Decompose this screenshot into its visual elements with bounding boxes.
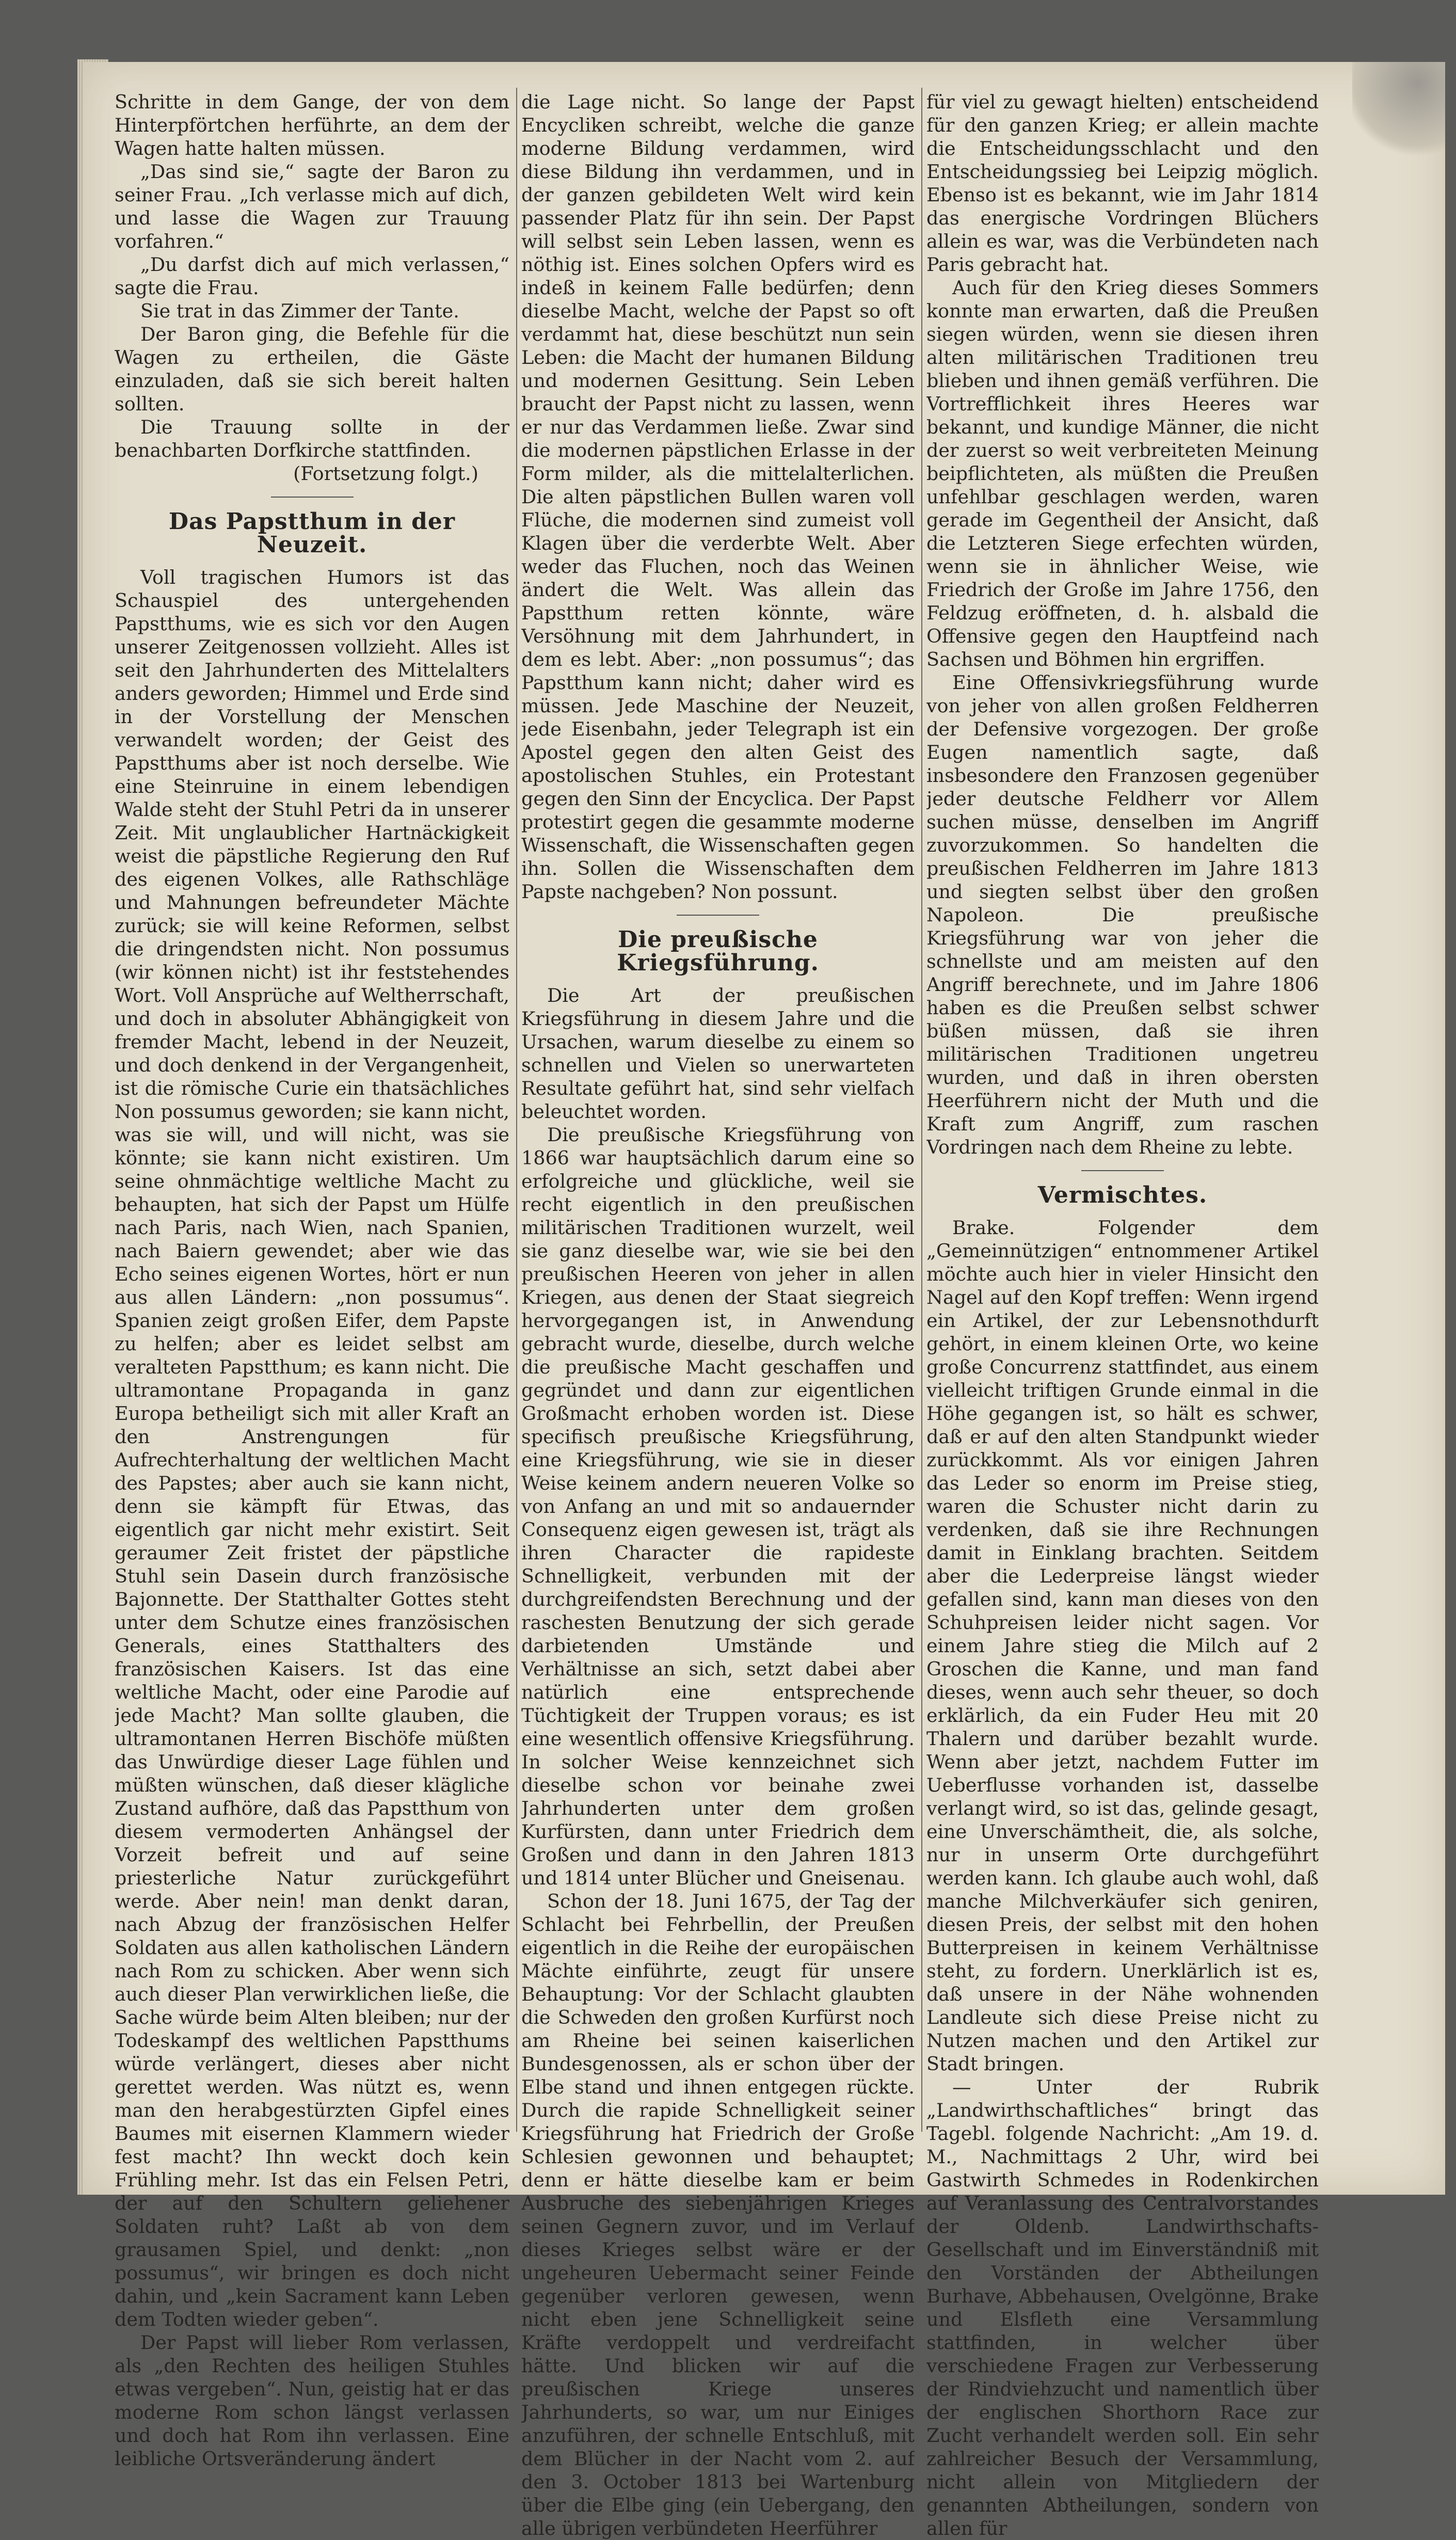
article-paragraph: Die Art der preußischen Kriegsführung in diesem Jahre und die Ursachen, warum dieselbe zu einem so schnellen und Vielen so unerwarteten Resultate geführt hat, sind sehr vielfach beleuchtet worden.: [521, 984, 915, 1123]
column-1: [115, 90, 509, 2470]
continuation-note: (Fortsetzung folgt.): [293, 462, 478, 485]
separator: [271, 497, 354, 498]
article-paragraph: Schon der 18. Juni 1675, der Tag der Schlacht bei Fehrbellin, der Preußen eigentlich in die Reihe der europäischen Mächte einführte, zeugt für unsere Behauptung: Vor der Schlacht glaubten die Schweden den großen Kurfürst noch am Rheine bei seinen kaiserlichen Bundesgenossen, als er schon über der Elbe stand und ihnen entgegen rückte. Durch die rapide Schnelligkeit seiner Kriegsführung hat Friedrich der Große Schlesien gewonnen und behauptet; denn er hätte dieselbe kam er beim Ausbruche des siebenjährigen Krieges seinen Gegnern zuvor, und im Verlauf dieses Krieges selbst wäre er der ungeheuren Uebermacht seiner Feinde gegenüber verloren gewesen, wenn nicht eben jene Schnelligkeit seine Kräfte verdoppelt und verdreifacht hätte. Und blicken wir auf die preußischen Kriege unseres Jahrhunderts, so war, um nur Einiges anzuführen, der schnelle Entschluß, mit dem Blücher in der Nacht vom 2. auf den 3. October 1813 bei Wartenburg über die Elbe ging (ein Uebergang, den alle übrigen verbündeten Heerführer: [521, 1890, 915, 2539]
page-stain: [1352, 62, 1445, 165]
article-paragraph: Auch für den Krieg dieses Sommers konnte man erwarten, daß die Preußen siegen würden, wenn sie diesen ihren alten militärischen Traditionen treu blieben und ihnen gemäß verführen. Die Vortrefflichkeit ihres Heeres war bekannt, und kundige Männer, die nicht der zuerst so weit verbreiteten Meinung beipflichteten, als müßten die Preußen unfehlbar geschlagen werden, waren gerade im Gegentheil der Ansicht, daß die Letzteren Siege erfechten würden, wenn sie in ähnlicher Weise, wie Friedrich der Große im Jahre 1756, den Feldzug eröffneten, d. h. alsbald die Offensive gegen den Hauptfeind nach Sachsen und Böhmen hin ergriffen.: [926, 277, 1319, 670]
column-rule-2: [921, 88, 922, 2132]
separator: [1081, 1170, 1164, 1171]
article-heading-papstthum: Das Papstthum in der Neuzeit.: [168, 508, 456, 558]
article-heading-kriegsfuehrung: Die preußische Kriegsführung.: [617, 926, 819, 976]
story-paragraph: Schritte in dem Gange, der von dem Hinterpförtchen herführte, an dem der Wagen hatte halten müssen.: [115, 91, 509, 159]
story-paragraph: „Das sind sie,“ sagte der Baron zu seiner Frau. „Ich verlasse mich auf dich, und lasse die Wagen zur Trauung vorfahren.“: [115, 161, 509, 252]
article-paragraph: Eine Offensivkriegsführung wurde von jeher von allen großen Feldherren der Defensive vorgezogen. Der große Eugen namentlich sagte, daß insbesondere den Franzosen gegenüber jeder deutsche Feldherr vor Allem suchen müsse, denselben im Angriff zuvorzukommen. So handelten die preußischen Feldherren im Jahre 1813 und siegten selbst über den großen Napoleon. Die preußische Kriegsführung war von jeher die schnellste und am meisten auf den Angriff berechnete, und im Jahre 1806 haben es die Preußen selbst schwer büßen müssen, daß sie ihren militärischen Traditionen ungetreu wurden, und daß in ihren obersten Heerführern nicht der Muth und die Kraft zum Angriff, zum raschen Vordringen nach dem Rheine zu lebte.: [926, 672, 1319, 1158]
column-rule-1: [516, 88, 517, 2132]
column-3: [926, 90, 1319, 2540]
article-paragraph: die Lage nicht. So lange der Papst Encycliken schreibt, welche die ganze moderne Bildung verdammen, wird diese Bildung ihn verdammen, und in der ganzen gebildeten Welt wird kein passender Platz für ihn sein. Der Papst will selbst sein Leben lassen, wenn es nöthig ist. Eines solchen Opfers wird es indeß in keinem Falle bedürfen; denn dieselbe Macht, welche der Papst so oft verdammt hat, diese beschützt nun sein Leben: die Macht der humanen Bildung und modernen Gesittung. Sein Leben braucht der Papst nicht zu lassen, wenn er nur das Verdammen ließe. Zwar sind die modernen päpstlichen Erlasse in der Form milder, als die mittelalterlichen. Die alten päpstlichen Bullen waren voll Flüche, die modernen sind zumeist voll Klagen über die verderbte Welt. Aber weder das Fluchen, noch das Weinen ändert die Welt. Was allein das Papstthum retten könnte, wäre Versöhnung mit dem Jahrhundert, in dem es lebt. Aber: „non possumus“; das Papstthum kann nicht; daher wird es müssen. Jede Maschine der Neuzeit, jede Eisenbahn, jeder Telegraph ist ein Apostel gegen den alten Geist des apostolischen Stuhles, ein Protestant gegen den Sinn der Encyclica. Der Papst protestirt gegen die gesammte moderne Wissenschaft, die Wissenschaften gegen ihn. Sollen die Wissenschaften dem Papste nachgeben? Non possunt.: [521, 91, 915, 903]
article-paragraph: Die preußische Kriegsführung von 1866 war hauptsächlich darum eine so erfolgreiche und glückliche, weil sie recht eigentlich in den preußischen militärischen Traditionen wurzelt, weil sie ganz dieselbe war, wie sie bei den preußischen Heeren von jeher in allen Kriegen, aus denen der Staat siegreich hervorgegangen ist, in Anwendung gebracht wurde, dieselbe, durch welche die preußische Macht geschaffen und gegründet und dann zur eigentlichen Großmacht erhoben worden ist. Diese specifisch preußische Kriegsführung, eine Kriegsführung, wie sie in dieser Weise keinem andern neueren Volke so von Anfang an und mit so andauernder Consequenz eigen gewesen ist, trägt als ihren Character die rapideste Schnelligkeit, verbunden mit der durchgreifendsten Berechnung und der raschesten Benutzung der sich gerade darbietenden Umstände und Verhältnisse an sich, setzt dabei aber natürlich eine entsprechende Tüchtigkeit der Truppen voraus; es ist eine wesentlich offensive Kriegsführung. In solcher Weise kennzeichnet sich dieselbe schon vor beinahe zwei Jahrhunderten unter dem großen Kurfürsten, dann unter Friedrich dem Großen und dann in den Jahren 1813 und 1814 unter Blücher und Gneisenau.: [521, 1124, 915, 1889]
story-paragraph: Die Trauung sollte in der benachbarten Dorfkirche stattfinden.: [115, 416, 509, 461]
article-paragraph: Der Papst will lieber Rom verlassen, als „den Rechten des heiligen Stuhles etwas vergeben“. Nun, geistig hat er das moderne Rom schon längst verlassen und doch hat Rom ihn verlassen. Eine leibliche Ortsveränderung ändert: [115, 2331, 509, 2470]
story-paragraph: Sie trat in das Zimmer der Tante.: [140, 300, 459, 322]
article-paragraph: für viel zu gewagt hielten) entscheidend für den ganzen Krieg; er allein machte die Entscheidungsschlacht und den Entscheidungssieg bei Leipzig möglich. Ebenso ist es bekannt, wie im Jahr 1814 das energische Vordringen Blüchers allein es war, was die Verbündeten nach Paris gebracht hat.: [926, 91, 1319, 276]
article-paragraph: — Unter der Rubrik „Landwirthschaftliches“ bringt das Tagebl. folgende Nachricht: „Am 19. d. M., Nachmittags 2 Uhr, wird bei Gastwirth Schmedes in Rodenkirchen auf Veranlassung des Centralvorstandes der Oldenb. Landwirthschafts-Gesellschaft und im Einverständniß mit den Vorständen der Abtheilungen Burhave, Abbehausen, Ovelgönne, Brake und Elsfleth eine Versammlung stattfinden, in welcher über verschiedene Fragen zur Verbesserung der Rindviehzucht und namentlich über der englischen Shorthorn Race zur Zucht verhandelt werden soll. Ein sehr zahlreicher Besuch der Versammlung, nicht allein von Mitgliedern der genannten Abtheilungen, sondern von allen für: [926, 2076, 1319, 2539]
article-paragraph: Brake. Folgender dem „Gemeinnützigen“ entnommener Artikel möchte auch hier in vieler Hinsicht den Nagel auf den Kopf treffen: Wenn irgend ein Artikel, der zur Lebensnothdurft gehört, in einem kleinen Orte, wo keine große Concurrenz stattfindet, aus einem vielleicht triftigen Grunde einmal in die Höhe gegangen ist, so hält es schwer, daß er auf den alten Standpunkt wieder zurückkommt. Als vor einigen Jahren das Leder so enorm im Preise stieg, waren die Schuster nicht darin zu verdenken, daß sie ihre Rechnungen damit in Einklang brachten. Seitdem aber die Lederpreise längst wieder gefallen sind, kann man dieses von den Schuhpreisen leider nicht sagen. Vor einem Jahre stieg die Milch auf 2 Groschen die Kanne, und man fand dieses, wenn auch sehr theuer, so doch erklärlich, da ein Fuder Heu mit 20 Thalern und darüber bezahlt wurde. Wenn aber jetzt, nachdem Futter im Ueberflusse vorhanden ist, dasselbe verlangt wird, so ist das, gelinde gesagt, eine Unverschämtheit, die, als solche, nur in unserm Orte durchgeführt werden kann. Ich glaube auch wohl, daß manche Milchverkäufer sich geniren, diesen Preis, der selbst mit den hohen Butterpreisen in keinem Verhältnisse steht, zu fordern. Unerklärlich ist es, daß unsere in der Nähe wohnenden Landleute sich diese Preise nicht zu Nutzen machen und den Artikel zur Stadt bringen.: [926, 1217, 1319, 2075]
story-paragraph: Der Baron ging, die Befehle für die Wagen zu ertheilen, die Gäste einzuladen, daß sie sich bereit halten sollten.: [115, 323, 509, 415]
separator: [677, 915, 759, 916]
column-2: [521, 90, 915, 2540]
story-paragraph: „Du darfst dich auf mich verlassen,“ sagte die Frau.: [115, 253, 509, 299]
article-heading-vermischtes: Vermischtes.: [1037, 1182, 1208, 1208]
article-paragraph: Voll tragischen Humors ist das Schauspiel des untergehenden Papstthums, wie es sich vor den Augen unserer Zeitgenossen vollzieht. Alles ist seit den Jahrhunderten des Mittelalters anders geworden; Himmel und Erde sind in der Vorstellung der Menschen verwandelt worden; der Geist des Papstthums aber ist noch derselbe. Wie eine Steinruine in einem lebendigen Walde steht der Stuhl Petri da in unserer Zeit. Mit unglaublicher Hartnäckigkeit weist die päpstliche Regierung den Ruf des eigenen Volkes, alle Rathschläge und Mahnungen befreundeter Mächte zurück; sie will keine Reformen, selbst die dringendsten nicht. Non possumus (wir können nicht) ist ihr feststehendes Wort. Voll Ansprüche auf Weltherrschaft, und doch in absoluter Abhängigkeit von fremder Macht, lebend in der Neuzeit, und doch denkend in der Vergangenheit, ist die römische Curie ein thatsächliches Non possumus geworden; sie kann nicht, was sie will, und will nicht, was sie könnte; sie kann nicht existiren. Um seine ohnmächtige weltliche Macht zu behaupten, hat sich der Papst um Hülfe nach Paris, nach Wien, nach Spanien, nach Baiern gewendet; aber wie das Echo seines eigenen Wortes, hört er nun aus allen Ländern: „non possumus“. Spanien zeigt großen Eifer, dem Papste zu helfen; aber es leidet selbst am veralteten Papstthum; es kann nicht. Die ultramontane Propaganda in ganz Europa betheiligt sich mit aller Kraft an den Anstrengungen für Aufrechterhaltung der weltlichen Macht des Papstes; aber auch sie kann nicht, denn sie kämpft für Etwas, das eigentlich gar nicht mehr existirt. Seit geraumer Zeit fristet der päpstliche Stuhl sein Dasein durch französische Bajonnette. Der Statthalter Gottes steht unter dem Schutze eines französischen Generals, eines Statthalters des französischen Kaisers. Ist das eine weltliche Macht, oder eine Parodie auf jede Macht? Man sollte glauben, die ultramontanen Herren Bischöfe müßten das Unwürdige dieser Lage fühlen und müßten wünschen, daß dieser klägliche Zustand aufhöre, daß das Papstthum von diesem vermoderten Anhängsel der Vorzeit befreit und auf seine priesterliche Natur zurückgeführt werde. Aber nein! man denkt daran, nach Abzug der französischen Helfer Soldaten aus allen katholischen Ländern nach Rom zu schicken. Aber wenn sich auch dieser Plan verwirklichen ließe, die Sache würde beim Alten bleiben; nur der Todeskampf des weltlichen Papstthums würde verlängert, dieses aber nicht gerettet werden. Was nützt es, wenn man den herabgestürzten Gipfel eines Baumes mit eisernen Klammern wieder fest macht? Ihn weckt doch kein Frühling mehr. Ist das ein Felsen Petri, der auf den Schultern geliehener Soldaten ruht? Laßt ab von dem grausamen Spiel, und denkt: „non possumus“, wir bringen es doch nicht dahin, und „kein Sacrament kann Leben dem Todten wieder geben“.: [115, 566, 509, 2330]
